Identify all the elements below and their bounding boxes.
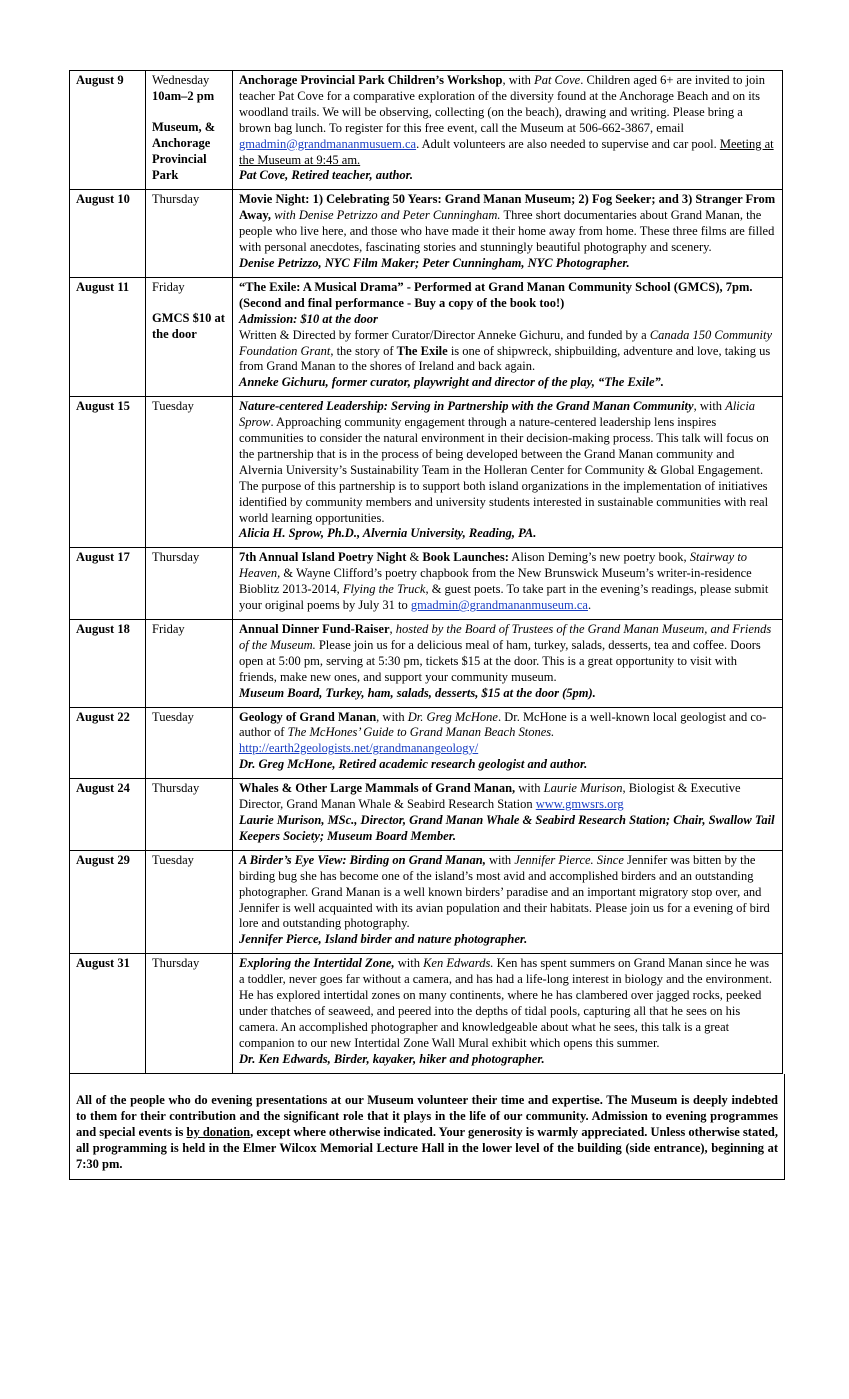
event-date: August 22: [70, 707, 146, 779]
text-run: The McHones’ Guide to Grand Manan Beach Stones.: [287, 725, 555, 740]
text-run: Nature-centered Leadership: Serving in Partnership with the Grand Manan Community: [239, 399, 694, 414]
text-run: Jennifer was bitten by the birding bug she has become one of the island’s most avid and accomplished birders and an outstanding photographer. Grand Manan is a well known birders’ paradise and an important migratory stop over, and Jennifer is well acquainted with its avian population and their habitats. Please join us for a evening of bird lore and outstanding photography.: [239, 852, 770, 931]
link-text[interactable]: gmadmin@grandmananmuseum.ca: [410, 598, 588, 613]
event-day: Thursday: [146, 548, 233, 620]
text-run: Meeting at the Museum at 9:45 am.: [239, 136, 774, 167]
link-text[interactable]: http://earth2geologists.net/grandmanangeology/: [239, 741, 479, 756]
text-run: hosted by the Board of Trustees of the Grand Manan Museum, and Friends of the Museum.: [239, 622, 772, 652]
table-row: [70, 190, 783, 278]
event-day: Wednesday: [152, 73, 210, 87]
text-run: Laurie Murison, MSc., Director, Grand Manan Whale & Seabird Research Station; Chair, Swallow Tail Keepers Society; Museum Board Member.: [239, 812, 775, 843]
text-run: with Denise Petrizzo and Peter Cunningham.: [271, 208, 501, 223]
event-day: Thursday: [146, 779, 233, 851]
text-run: Anchorage Provincial Park Children’s Workshop: [239, 73, 503, 87]
event-date: August 10: [70, 190, 146, 278]
link-text[interactable]: gmadmin@grandmananmusuem.ca: [239, 136, 417, 151]
table-row: [70, 277, 783, 396]
text-run: . Approaching community engagement through a nature-centered leadership lens inspires communities to consider the natural environment in their decision-making process. This talk will focus on the partnership that is in the process of being developed between the Grand Manan community and Alvernia University’s Sustainability Team in the Holleran Center for Community & Global Engagement. The purpose of this partnership is to support both island organizations in the implementation of initiatives identified by community members and university students interested in sustainable communities with real world learning opportunities.: [239, 415, 769, 525]
text-run: is one of shipwreck, shipbuilding, adventure and love, taking us from Grand Manan to the shores of Ireland and back again.: [239, 343, 771, 374]
event-description: [233, 277, 783, 396]
text-run: &: [406, 550, 423, 565]
text-run: 7th Annual Island Poetry Night: [239, 550, 407, 565]
text-run: Jennifer Pierce. Since: [514, 852, 624, 867]
event-day: Friday: [152, 279, 185, 294]
text-run: Exploring the Intertidal Zone,: [239, 956, 395, 971]
text-run: by donation: [186, 1124, 251, 1139]
table-row: [70, 954, 783, 1073]
event-description: [233, 190, 783, 278]
text-run: Pat Cove: [534, 73, 581, 87]
text-run: Please join us for a delicious meal of ham, turkey, salads, desserts, tea and coffee. Doors open at 5:00 pm, serving at 5:30 pm, tickets $15 at the door. This is a great opportunity to visit with friends, make new ones, and support your community museum.: [239, 637, 761, 684]
event-day-cell: [146, 277, 233, 396]
text-run: Ken has spent summers on Grand Manan since he was a toddler, never goes far without a camera, and has had a life-long interest in biology and the environment. He has explored intertidal zones on many continents, where he has clambered over jagged rocks, peeked under thatches of seaweed, and peered into the depths of tidal pools, capturing all that he sees on his camera. An accomplished photographer and knowledgeable about what he sees, this talk is a great companion to our new Intertidal Zone Wall Mural exhibit which opens this summer.: [239, 956, 773, 1050]
event-description: [233, 71, 783, 190]
text-run: , the story of: [330, 343, 397, 358]
event-date: August 15: [70, 397, 146, 548]
event-description: [233, 779, 783, 851]
event-time: 10am–2 pm: [152, 88, 215, 103]
event-description: [233, 548, 783, 620]
event-day: Friday: [146, 620, 233, 708]
text-run: Stairway to Heaven,: [239, 550, 748, 581]
event-venue: GMCS $10 at the door: [152, 310, 225, 341]
text-run: Three short documentaries about Grand Manan, the people who live here, and those who have made it their home away from home. These three films are filled with personal anecdotes, fascinating stories and stunningly beautiful photography and scenery.: [239, 208, 775, 255]
text-run: Jennifer Pierce, Island birder and nature photographer.: [239, 932, 528, 947]
text-run: .: [587, 598, 592, 613]
text-run: Denise Petrizzo, NYC Film Maker; Peter Cunningham, NYC Photographer.: [239, 255, 630, 270]
text-run: Movie Night: 1) Celebrating 50 Years: Grand Manan Museum; 2) Fog Seeker; and 3) Stranger From Away,: [239, 192, 776, 223]
text-run: & Wayne Clifford’s poetry chapbook from the New Brunswick Museum’s writer-in-residence Bioblitz 2013-2014,: [239, 566, 752, 597]
text-run: . Dr. McHone is a well-known local geologist and co-author of: [239, 709, 767, 740]
text-run: with: [485, 852, 515, 867]
event-day: Thursday: [146, 190, 233, 278]
text-run: , except where otherwise indicated. Your generosity is warmly appreciated. Unless otherwise stated, all programming is held in the Elmer Wilcox Memorial Lecture Hall in the lower level of the building (side entrance), beginning at 7:30 pm.: [76, 1124, 778, 1171]
event-day: Tuesday: [146, 707, 233, 779]
event-description: [233, 620, 783, 708]
link-text[interactable]: www.gmwsrs.org: [535, 797, 624, 812]
event-date: August 31: [70, 954, 146, 1073]
table-row: [70, 397, 783, 548]
table-row: [70, 707, 783, 779]
text-run: Flying the Truck: [342, 582, 426, 597]
table-row: [70, 620, 783, 708]
text-run: Written & Directed by former Curator/Director Anneke Gichuru, and funded by a: [239, 327, 650, 342]
text-run: Canada 150 Community Foundation Grant: [239, 327, 773, 358]
text-run: Pat Cove, Retired teacher, author.: [239, 168, 413, 183]
text-run: with: [394, 956, 424, 971]
text-run: , & guest poets. To take part in the evening’s readings, please submit your original poems by July 31 to: [239, 582, 769, 613]
text-run: , with: [502, 73, 535, 87]
text-run: with: [515, 781, 544, 796]
text-run: Museum Board, Turkey, ham, salads, desserts, $15 at the door (5pm).: [239, 685, 596, 700]
event-date: August 17: [70, 548, 146, 620]
text-run: Anneke Gichuru, former curator, playwright and director of the play, “The Exile”.: [239, 375, 664, 390]
event-day: Tuesday: [146, 397, 233, 548]
event-description: [233, 954, 783, 1073]
event-day: Thursday: [146, 954, 233, 1073]
text-run: Whales & Other Large Mammals of Grand Manan,: [239, 781, 516, 796]
event-schedule: [69, 70, 783, 1180]
text-run: , Biologist & Executive Director, Grand Manan Whale & Seabird Research Station: [239, 781, 741, 812]
text-run: Geology of Grand Manan: [239, 709, 377, 724]
text-run: , with: [376, 709, 408, 724]
schedule-table: [69, 70, 783, 1074]
text-run: Dr. Greg McHone: [407, 709, 498, 724]
event-date: August 9: [70, 71, 146, 190]
event-date: August 18: [70, 620, 146, 708]
table-row: [70, 71, 783, 190]
text-run: A Birder’s Eye View: Birding on Grand Manan,: [239, 852, 486, 867]
text-run: Laurie Murison: [543, 781, 623, 796]
event-date: August 24: [70, 779, 146, 851]
table-row: [70, 548, 783, 620]
text-run: “The Exile: A Musical Drama” - Performed at Grand Manan Community School (GMCS), 7pm. (Second and final performance - Buy a copy of the book too!): [239, 279, 753, 310]
event-date: August 11: [70, 277, 146, 396]
text-run: Alicia H. Sprow, Ph.D., Alvernia University, Reading, PA.: [239, 526, 537, 541]
table-row: [70, 779, 783, 851]
event-day: Tuesday: [146, 850, 233, 953]
text-run: Dr. Ken Edwards, Birder, kayaker, hiker and photographer.: [239, 1051, 545, 1066]
text-run: Alison Deming’s new poetry book,: [508, 550, 690, 565]
text-run: Ken Edwards.: [423, 956, 494, 971]
volunteer-note: [69, 1074, 785, 1180]
event-date: August 29: [70, 850, 146, 953]
text-run: , with: [693, 399, 726, 414]
event-description: [233, 397, 783, 548]
text-run: Annual Dinner Fund-Raiser: [239, 622, 390, 636]
event-venue: Museum, & Anchorage Provincial Park: [152, 119, 216, 182]
text-run: Book Launches:: [422, 550, 509, 565]
event-day-cell: [146, 71, 233, 190]
text-run: ,: [389, 622, 396, 636]
event-description: [233, 707, 783, 779]
text-run: Admission: $10 at the door: [239, 311, 378, 326]
table-row: [70, 850, 783, 953]
text-run: Alicia Sprow: [239, 399, 756, 430]
text-run: . Children aged 6+ are invited to join teacher Pat Cove for a comparative exploration of the diversity found at the Anchorage Beach and on its woodland trails. We will be observing, collecting (on the beach), drawing and writing. Please bring a brown bag lunch. To register for this free event, call the Museum at 506-662-3867, email: [239, 73, 766, 135]
text-run: All of the people who do evening presentations at our Museum volunteer their time and expertise. The Museum is deeply indebted to them for their contribution and the significant role that it plays in the life of our community. Admission to evening programmes and special events is: [76, 1092, 778, 1139]
text-run: The Exile: [396, 343, 448, 358]
text-run: Dr. Greg McHone, Retired academic research geologist and author.: [239, 757, 588, 772]
event-description: [233, 850, 783, 953]
text-run: . Adult volunteers are also needed to supervise and car pool.: [416, 136, 720, 151]
